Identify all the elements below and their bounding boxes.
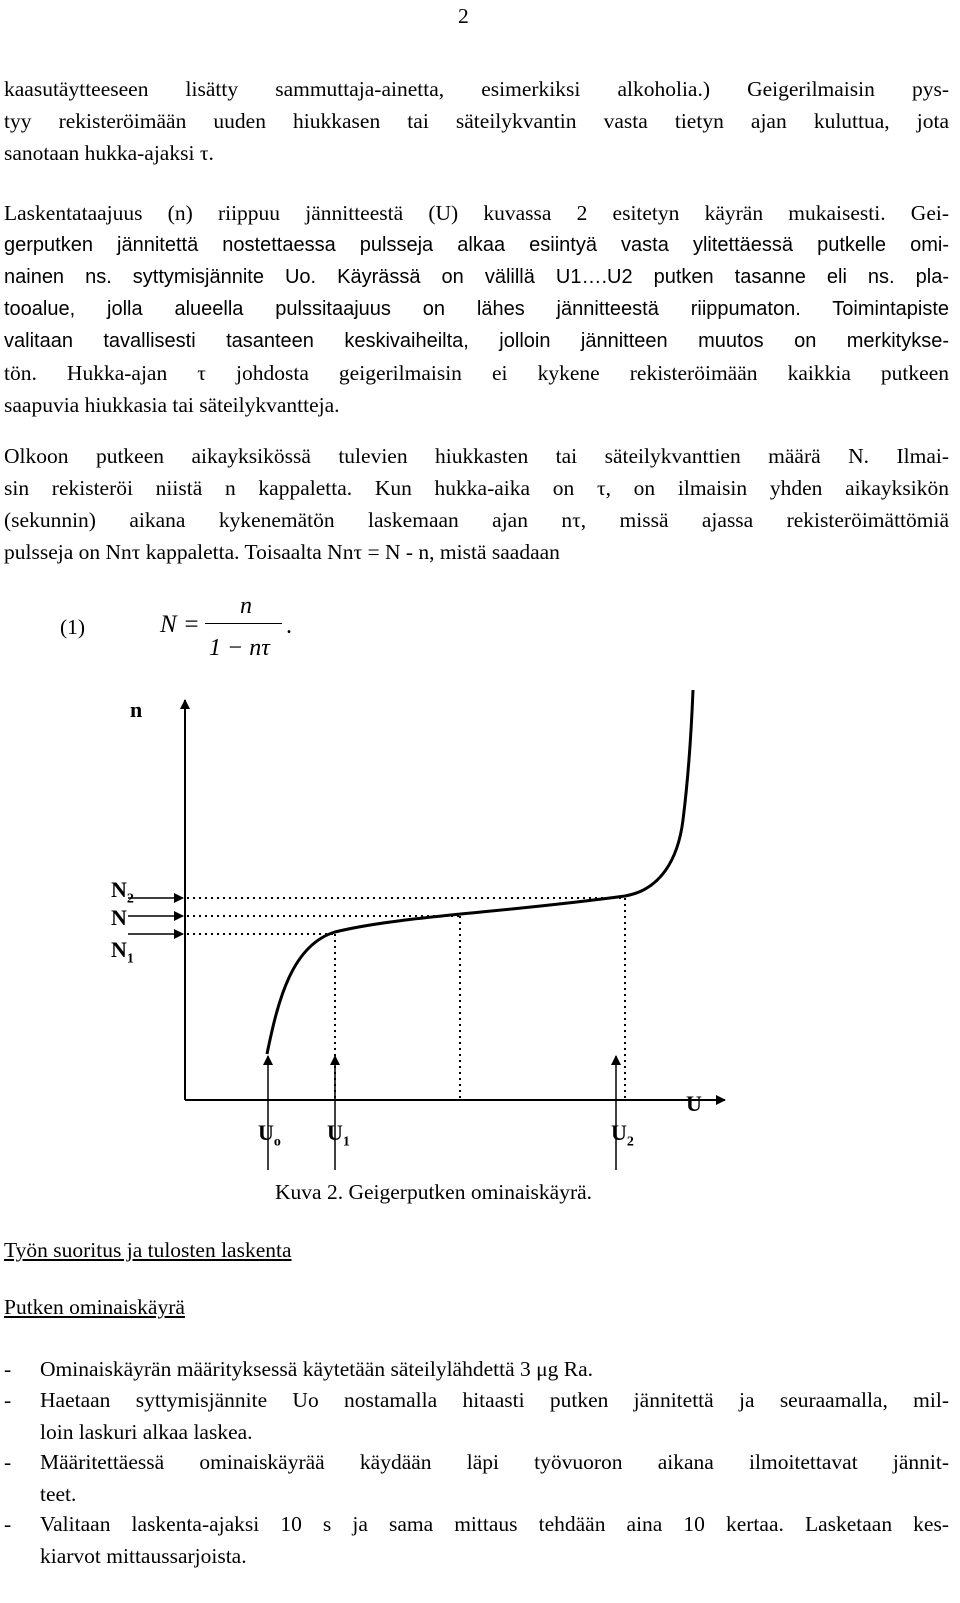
equation-lhs: N =	[160, 611, 200, 638]
para2-line-5: valitaan tavallisesti tasanteen keskivaiheilta, jolloin jännitteen muutos on merkitykse-	[4, 330, 949, 352]
section-heading: Työn suoritus ja tulosten laskenta	[4, 1238, 292, 1262]
bullet-text: kiarvot mittaussarjoista.	[40, 1544, 247, 1568]
bullet-dash: -	[4, 1450, 12, 1474]
characteristic-curve	[267, 690, 693, 1054]
para2-line-2: gerputken jännitettä nostettaessa pulsseja alkaa esiintyä vasta ylitettäessä putkelle omi-	[4, 234, 949, 256]
subheading: Putken ominaiskäyrä	[4, 1295, 185, 1319]
para2-line-4: tooalue, jolla alueella pulssitaajuus on lähes jännitteestä riippumaton. Toimintapiste	[4, 298, 949, 320]
n-label: N	[111, 905, 127, 930]
bullet-text: Ominaiskäyrän määrityksessä käytetään säteilylähdettä 3 μg Ra.	[40, 1357, 594, 1381]
para3-line-3: (sekunnin) aikana kykenemätön laskemaan ajan nτ, missä ajassa rekisteröimättömiä	[4, 508, 949, 532]
page-number: 2	[458, 4, 469, 28]
y-axis-label: n	[130, 697, 143, 722]
bullet-text: teet.	[40, 1482, 77, 1506]
equation-end: .	[286, 613, 292, 639]
equation-denominator: 1 − nτ	[209, 635, 270, 661]
n1-label: $N_1$	[111, 937, 134, 967]
n2-label: $N_2$	[111, 877, 134, 907]
figure-caption: Kuva 2. Geigerputken ominaiskäyrä.	[275, 1180, 593, 1204]
u1-label: $U_1$	[327, 1120, 350, 1150]
bullet-text: loin laskuri alkaa laskea.	[40, 1420, 253, 1444]
para2-line-7: saapuvia hiukkasia tai säteilykvantteja.	[4, 393, 340, 417]
x-axis-label: U	[686, 1091, 702, 1116]
para2-line-3: nainen ns. syttymisjännite Uo. Käyrässä on välillä U1….U2 putken tasanne eli ns. pla-	[4, 266, 949, 288]
bullet-dash: -	[4, 1357, 12, 1381]
para2-line-6: tön. Hukka-ajan τ johdosta geigerilmaisin ei kykene rekisteröimään kaikkia putkeen	[4, 361, 949, 385]
para3-line-4: pulsseja on Nnτ kappaletta. Toisaalta Nnτ = N - n, mistä saadaan	[4, 540, 560, 564]
para2-line-1: Laskentataajuus (n) riippuu jännitteestä (U) kuvassa 2 esitetyn käyrän mukaisesti. Gei-	[4, 201, 949, 225]
bullet-dash: -	[4, 1388, 12, 1412]
bullet-text: Valitaan laskenta-ajaksi 10 s ja sama mittaus tehdään aina 10 kertaa. Lasketaan kes-	[40, 1512, 949, 1536]
bullet-text: Haetaan syttymisjännite Uo nostamalla hitaasti putken jännitettä ja seuraamalla, mil-	[40, 1388, 949, 1412]
intro-line-2: tyy rekisteröimään uuden hiukkasen tai säteilykvantin vasta tietyn ajan kuluttua, jota	[4, 109, 949, 133]
intro-line-1: kaasutäytteeseen lisätty sammuttaja-ainetta, esimerkiksi alkoholia.) Geigerilmaisin pys-	[4, 77, 949, 101]
para3-line-2: sin rekisteröi niistä n kappaletta. Kun hukka-aika on τ, on ilmaisin yhden aikayksikön	[4, 476, 949, 500]
equation-number: (1)	[60, 615, 86, 639]
para3-line-1: Olkoon putkeen aikayksikössä tulevien hiukkasten tai säteilykvanttien määrä N. Ilmai-	[4, 444, 949, 468]
intro-line-3: sanotaan hukka-ajaksi τ.	[4, 141, 214, 165]
uo-label: $U_o$	[258, 1120, 281, 1150]
equation-numerator: n	[240, 593, 252, 619]
bullet-dash: -	[4, 1512, 12, 1536]
u2-label: $U_2$	[611, 1120, 634, 1150]
bullet-text: Määritettäessä ominaiskäyrää käydään läpi työvuoron aikana ilmoitettavat jännit-	[40, 1450, 949, 1474]
